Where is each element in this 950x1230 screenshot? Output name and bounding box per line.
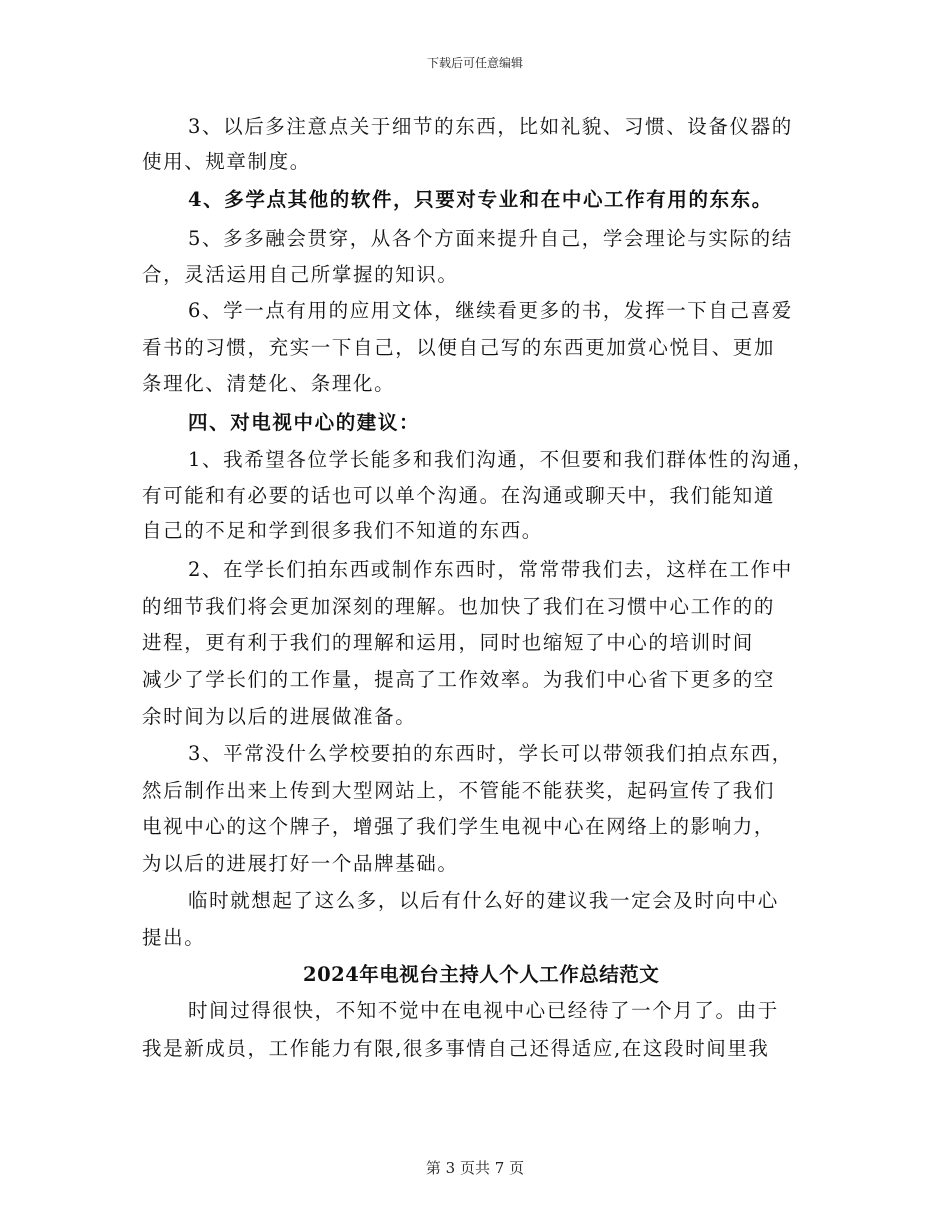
paragraph-line: 然后制作出来上传到大型网站上，不管能不能获奖，起码宣传了我们 — [142, 779, 776, 802]
bold-paragraph-line: 4、多学点其他的软件，只要对专业和在中心工作有用的东东。 — [188, 188, 773, 211]
paragraph-line: 条理化、清楚化、条理化。 — [142, 372, 396, 395]
paragraph-line: 3、以后多注意点关于细节的东西，比如礼貌、习惯、设备仪器的 — [188, 115, 793, 138]
paragraph-line: 为以后的进展打好一个品牌基础。 — [142, 852, 459, 875]
section-heading: 四、对电视中心的建议： — [188, 411, 421, 434]
paragraph-line: 使用、规章制度。 — [142, 150, 311, 173]
paragraph-line: 提出。 — [142, 926, 206, 949]
paragraph-line: 看书的习惯，充实一下自己，以便自己写的东西更加赏心悦目、更加 — [142, 336, 776, 359]
paragraph-line: 有可能和有必要的话也可以单个沟通。在沟通或聊天中，我们能知道 — [142, 484, 776, 507]
paragraph-line: 进程，更有利于我们的理解和运用，同时也缩短了中心的培训时间 — [142, 631, 754, 654]
article-title: 2024年电视台主持人个人工作总结范文 — [303, 963, 660, 986]
paragraph-line: 自己的不足和学到很多我们不知道的东西。 — [142, 519, 543, 542]
paragraph-line: 3、平常没什么学校要拍的东西时，学长可以带领我们拍点东西， — [188, 742, 793, 765]
paragraph-line: 5、多多融会贯穿，从各个方面来提升自己，学会理论与实际的结 — [188, 227, 793, 250]
paragraph-line: 合，灵活运用自己所掌握的知识。 — [142, 263, 459, 286]
paragraph-line: 6、学一点有用的应用文体，继续看更多的书，发挥一下自己喜爱 — [188, 299, 793, 322]
paragraph-line: 余时间为以后的进展做准备。 — [142, 705, 417, 728]
paragraph-line: 的细节我们将会更加深刻的理解。也加快了我们在习惯中心工作的的 — [142, 595, 776, 618]
page-header: 下载后可任意编辑 — [426, 56, 523, 70]
paragraph-line: 临时就想起了这么多，以后有什么好的建议我一定会及时向中心 — [188, 889, 779, 912]
paragraph-line: 我是新成员，工作能力有限,很多事情自己还得适应,在这段时间里我 — [142, 1037, 770, 1060]
paragraph-line: 1、我希望各位学长能多和我们沟通，不但要和我们群体性的沟通， — [188, 448, 814, 471]
paragraph-line: 电视中心的这个牌子，增强了我们学生电视中心在网络上的影响力， — [142, 815, 776, 838]
paragraph-line: 减少了学长们的工作量，提高了工作效率。为我们中心省下更多的空 — [142, 668, 776, 691]
paragraph-line: 2、在学长们拍东西或制作东西时，常常带我们去，这样在工作中 — [188, 558, 793, 581]
page-footer: 第 3 页共 7 页 — [425, 1159, 525, 1177]
paragraph-line: 时间过得很快，不知不觉中在电视中心已经待了一个月了。由于 — [188, 999, 779, 1022]
